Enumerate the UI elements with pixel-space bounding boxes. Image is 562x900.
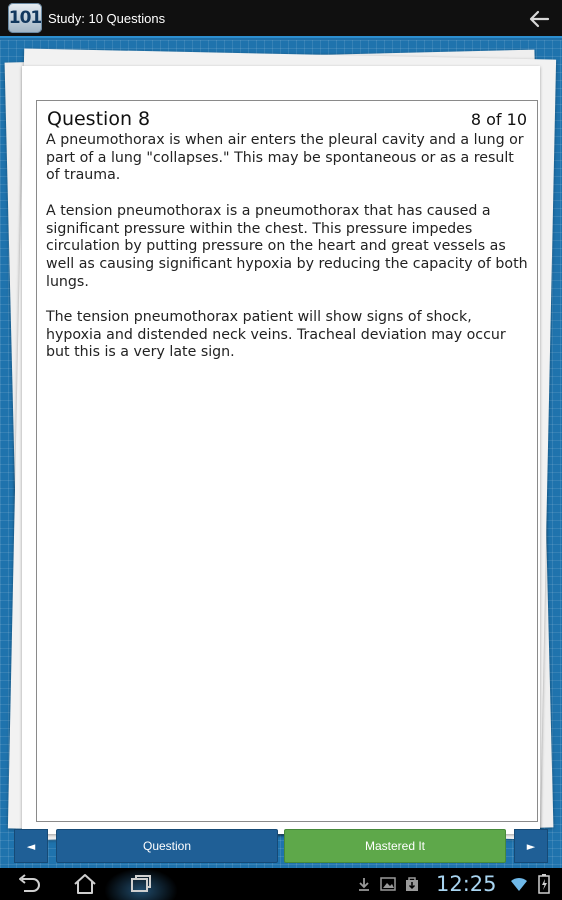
gallery-icon bbox=[380, 877, 396, 891]
question-card[interactable] bbox=[36, 100, 538, 822]
action-bar bbox=[0, 0, 562, 38]
question-paragraph: The tension pneumothorax patient will show signs of shock, hypoxia and distended neck veins. Tracheal deviation may occur but this is a very late sign. bbox=[46, 309, 506, 361]
question-title: Question 8 bbox=[47, 108, 151, 130]
download-icon bbox=[356, 876, 372, 892]
back-arrow-icon[interactable] bbox=[528, 8, 550, 30]
app-title: Study: 10 Questions bbox=[48, 10, 166, 26]
question-paragraph: A pneumothorax is when air enters the pleural cavity and a lung or part of a lung "collapses." This may be spontaneous or as a result of trauma. bbox=[46, 132, 524, 184]
nav-back-icon[interactable] bbox=[16, 873, 42, 895]
mastered-it-button[interactable]: Mastered It bbox=[284, 829, 506, 863]
question-paragraph: A tension pneumothorax is a pneumothorax that has caused a significant pressure within the chest. This pressure impedes circulation by putting pressure on the heart and great vessels as well as causing significant hypoxia by reducing the capacity of both lungs. bbox=[46, 202, 528, 290]
previous-button[interactable]: ◄ bbox=[14, 829, 48, 863]
battery-icon bbox=[538, 874, 550, 894]
recent-apps-icon[interactable] bbox=[128, 873, 154, 895]
app-logo[interactable]: 101 bbox=[8, 3, 42, 33]
question-button[interactable]: Question bbox=[56, 829, 278, 863]
wifi-icon bbox=[510, 876, 528, 892]
next-button[interactable]: ► bbox=[514, 829, 548, 863]
store-icon bbox=[404, 876, 420, 892]
question-header bbox=[47, 107, 527, 131]
question-body bbox=[46, 132, 530, 380]
question-counter: 8 of 10 bbox=[470, 109, 527, 129]
home-icon[interactable] bbox=[72, 872, 98, 896]
bottom-button-bar bbox=[0, 828, 562, 868]
system-clock: 12:25 bbox=[436, 872, 497, 896]
